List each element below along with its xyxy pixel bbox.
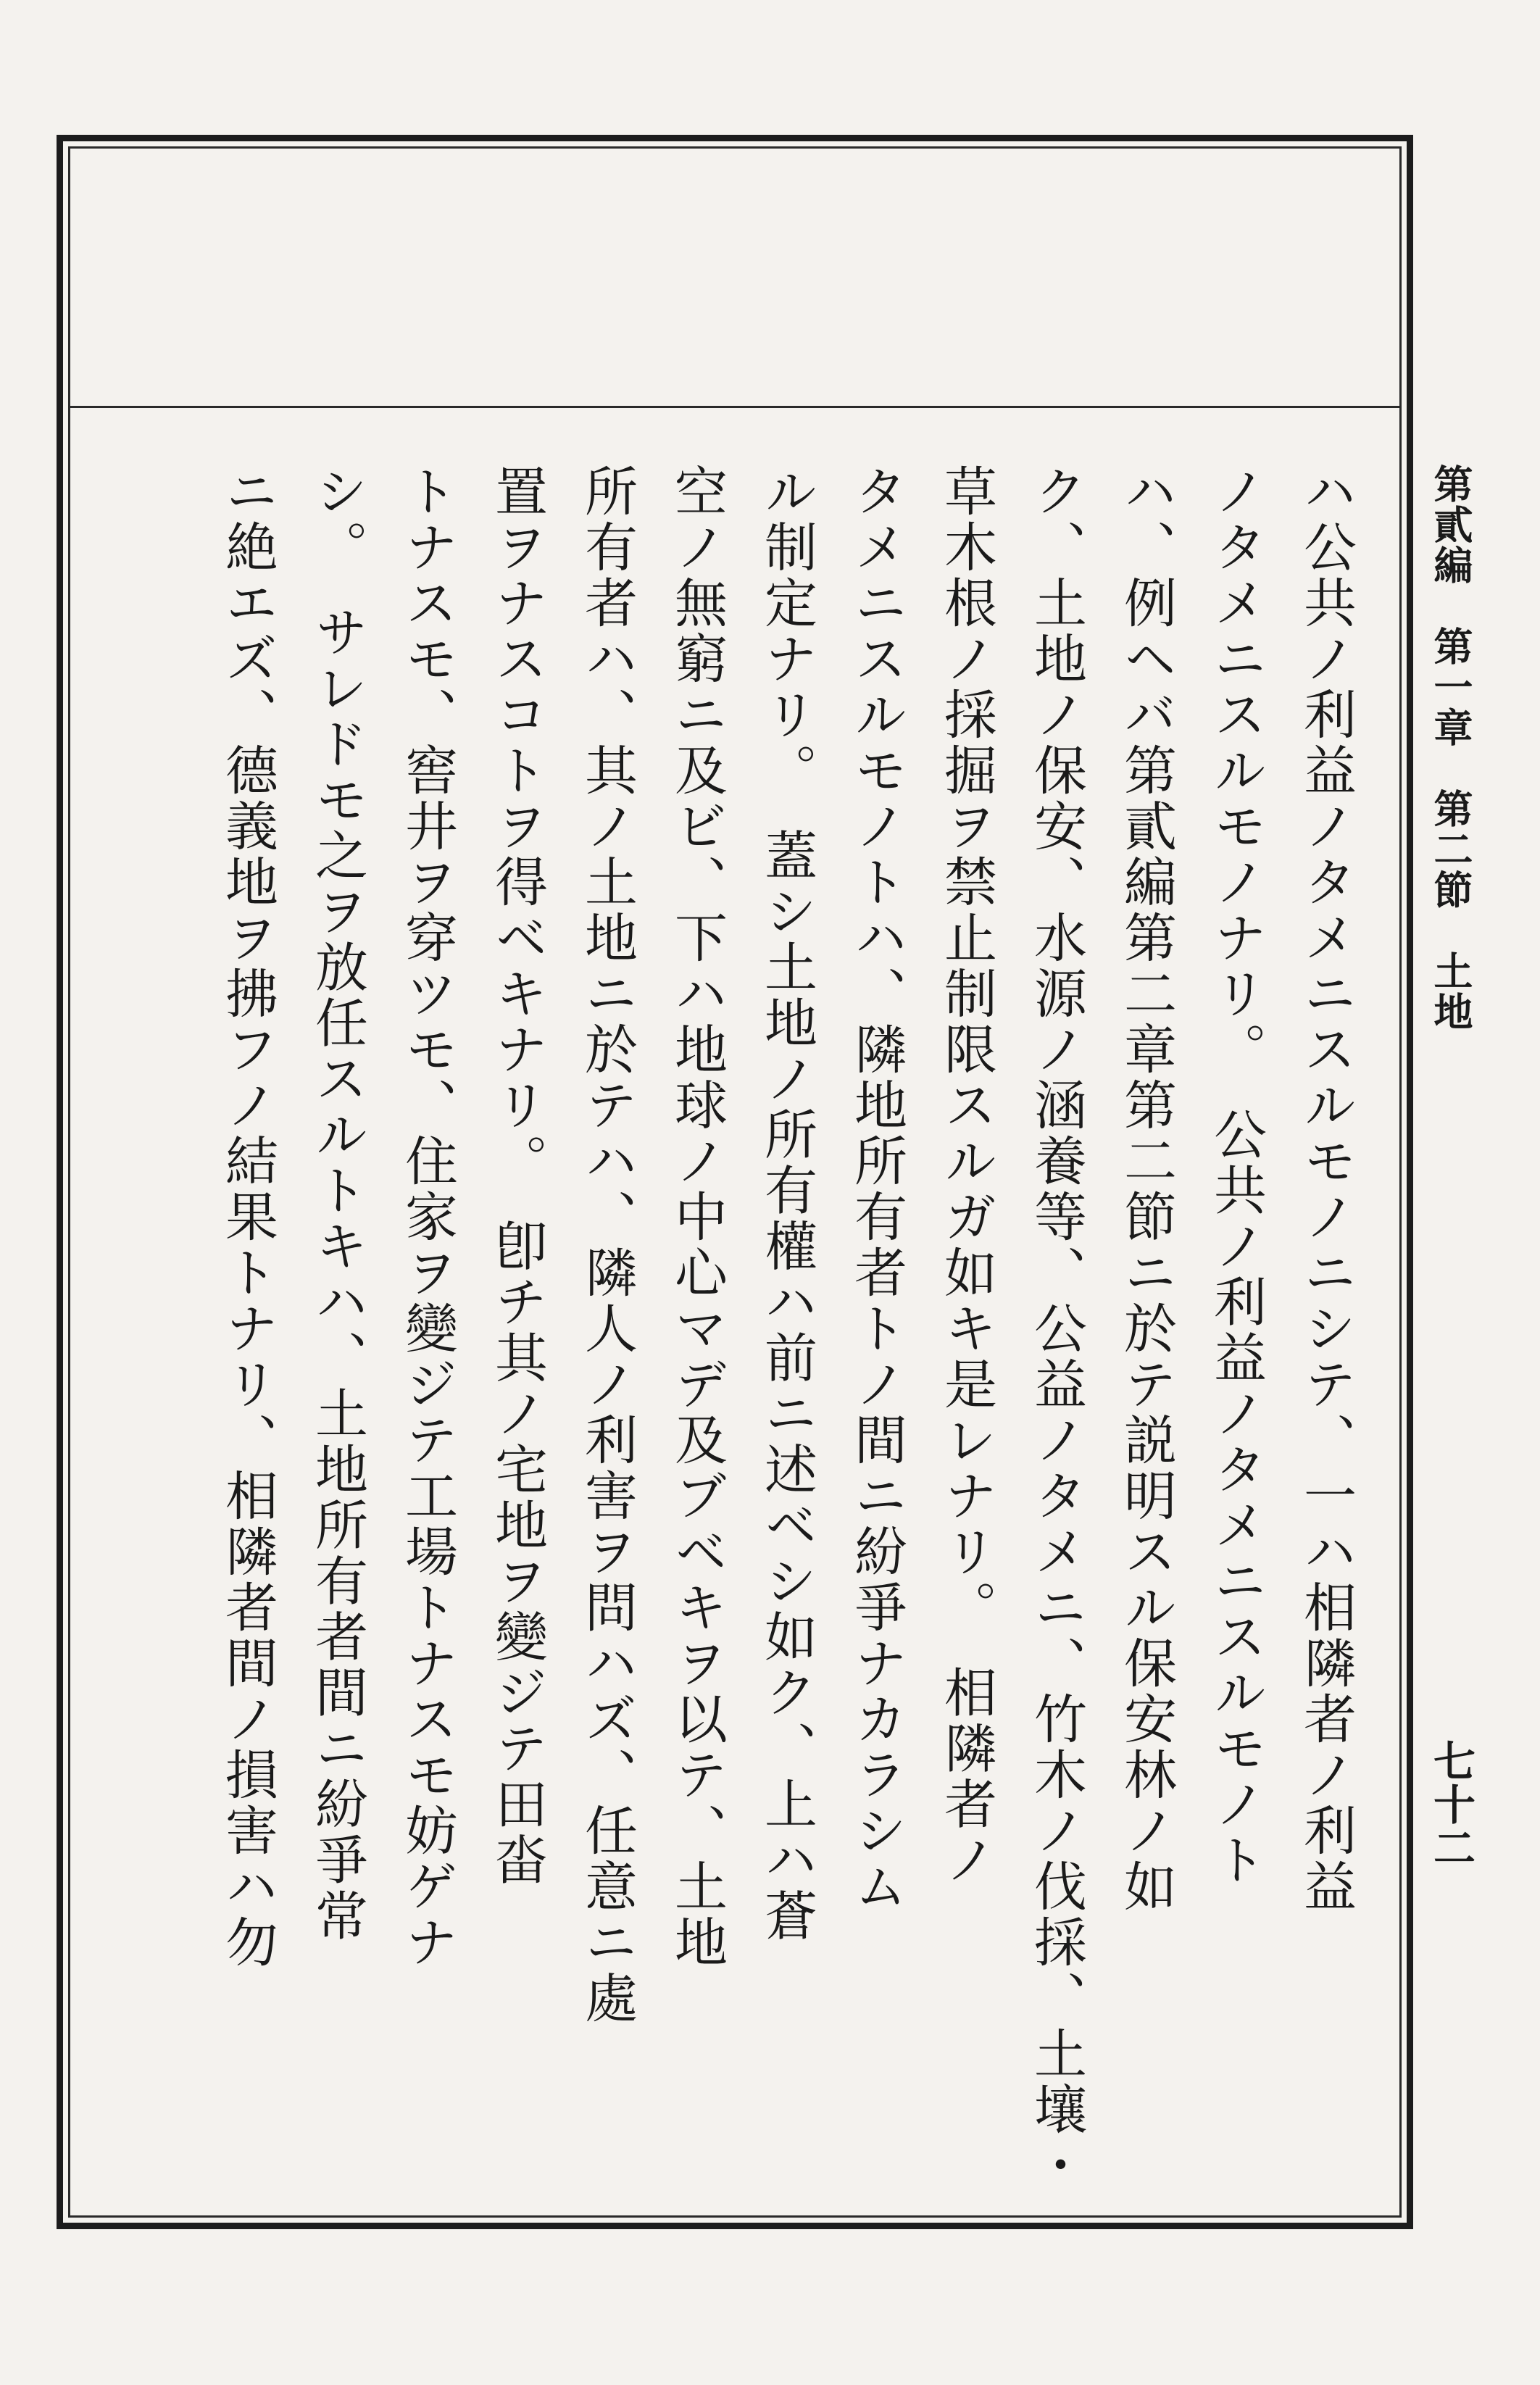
running-head: 第貳編 第一章 第二節 土地 (1428, 464, 1474, 1032)
text-column: 所有者ハ、其ノ土地ニ於テハ、隣人ノ利害ヲ問ハズ、任意ニ處 (575, 464, 637, 2026)
text-column: タメニスルモノトハ、隣地所有者トノ間ニ紛爭ナカラシム (845, 464, 907, 1915)
text-column: トナスモ、窖井ヲ穿ツモ、住家ヲ變ジテ工場トナスモ妨ゲナ (396, 464, 457, 1970)
text-column: ハ公共ノ利益ノタメニスルモノニシテ、一ハ相隣者ノ利益 (1294, 464, 1356, 1915)
text-column: ノタメニスルモノナリ。 公共ノ利益ノタメニスルモノト (1204, 464, 1266, 1889)
text-column: ル制定ナリ。 蓋シ土地ノ所有權ハ前ニ述ベシ如ク、上ハ蒼 (755, 464, 817, 1944)
text-column: 置ヲナスコトヲ得ベキナリ。 卽チ其ノ宅地ヲ變ジテ田畓 (486, 464, 547, 1889)
text-column: 草木根ノ採掘ヲ禁止制限スルガ如キ是レナリ。 相隣者ノ (935, 464, 996, 1889)
text-column: ク、土地ノ保安、水源ノ涵養等、公益ノタメニ、竹木ノ伐採、土壤・ (1025, 464, 1086, 2194)
text-column: ハ、例ヘバ第貳編第二章第二節ニ於テ説明スル保安林ノ如 (1115, 464, 1176, 1915)
text-column: 空ノ無窮ニ及ビ、下ハ地球ノ中心マデ及ブベキヲ以テ、土地 (665, 464, 727, 1970)
text-column: ニ絶エズ、德義地ヲ拂フノ結果トナリ、相隣者間ノ損害ハ勿 (216, 464, 278, 1970)
body-text (109, 464, 1370, 2194)
header-rule (68, 406, 1402, 408)
text-column: シ。 サレドモ之ヲ放任スルトキハ、土地所有者間ニ紛爭常 (306, 464, 367, 1944)
page-number: 七十二 (1426, 1739, 1476, 1870)
